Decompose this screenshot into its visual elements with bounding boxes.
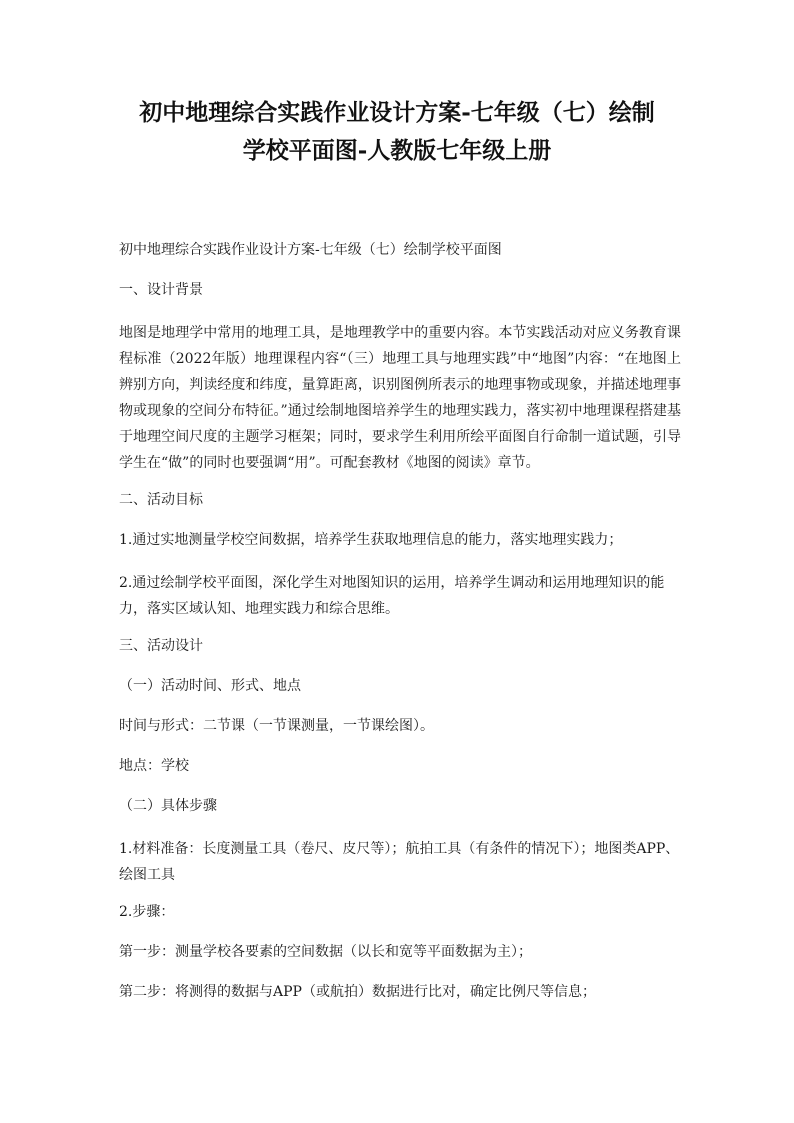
materials-paragraph: 1.材料准备：长度测量工具（卷尺、皮尺等）；航拍工具（有条件的情况下）；地图类APP、绘图工具: [119, 841, 680, 883]
background-paragraph: 地图是地理学中常用的地理工具，是地理教学中的重要内容。本节实践活动对应义务教育课程标准（2022年版）地理课程内容“（三）地理工具与地理实践”中“地图”内容：“在地图上辨别方向，判读经度和纬度，量算距离，识别图例所表示的地理事物或现象，并描述地理事物或现象的空间分布特征。”通过绘制地图培养学生的地理实践力，落实初中地理课程搭建基于地理空间尺度的主题学习框架；同时，要求学生利用所绘平面图自行命制一道试题，引导学生在“做”的同时也要强调“用”。可配套教材《地图的阅读》章节。: [119, 325, 681, 471]
document-title-line-1: 初中地理综合实践作业设计方案-七年级（七）绘制: [139, 99, 655, 126]
subtitle-paragraph: 初中地理综合实践作业设计方案-七年级（七）绘制学校平面图: [119, 242, 502, 258]
document-body: [119, 240, 681, 1022]
section-heading-background: 一、设计背景: [119, 282, 203, 298]
goal-item-2: 2.通过绘制学校平面图，深化学生对地图知识的运用，培养学生调动和运用地理知识的能力，落实区域认知、地理实践力和综合思维。: [119, 575, 665, 617]
subsection-heading-time-place: （一）活动时间、形式、地点: [119, 678, 301, 694]
steps-heading: 2.步骤：: [119, 904, 175, 920]
subsection-heading-steps: （二）具体步骤: [119, 798, 217, 814]
step-2-paragraph: 第二步：将测得的数据与APP（或航拍）数据进行比对，确定比例尺等信息；: [119, 984, 596, 1000]
document-title-line-2: 学校平面图-人教版七年级上册: [242, 137, 552, 164]
step-1-paragraph: 第一步：测量学校各要素的空间数据（以长和宽等平面数据为主）；: [119, 944, 532, 960]
location-paragraph: 地点：学校: [119, 758, 189, 774]
section-heading-design: 三、活动设计: [119, 638, 203, 654]
time-and-form-paragraph: 时间与形式：二节课（一节课测量，一节课绘图）。: [119, 718, 434, 734]
goal-item-1: 1.通过实地测量学校空间数据，培养学生获取地理信息的能力，落实地理实践力；: [119, 532, 623, 548]
section-heading-goals: 二、活动目标: [119, 492, 203, 508]
